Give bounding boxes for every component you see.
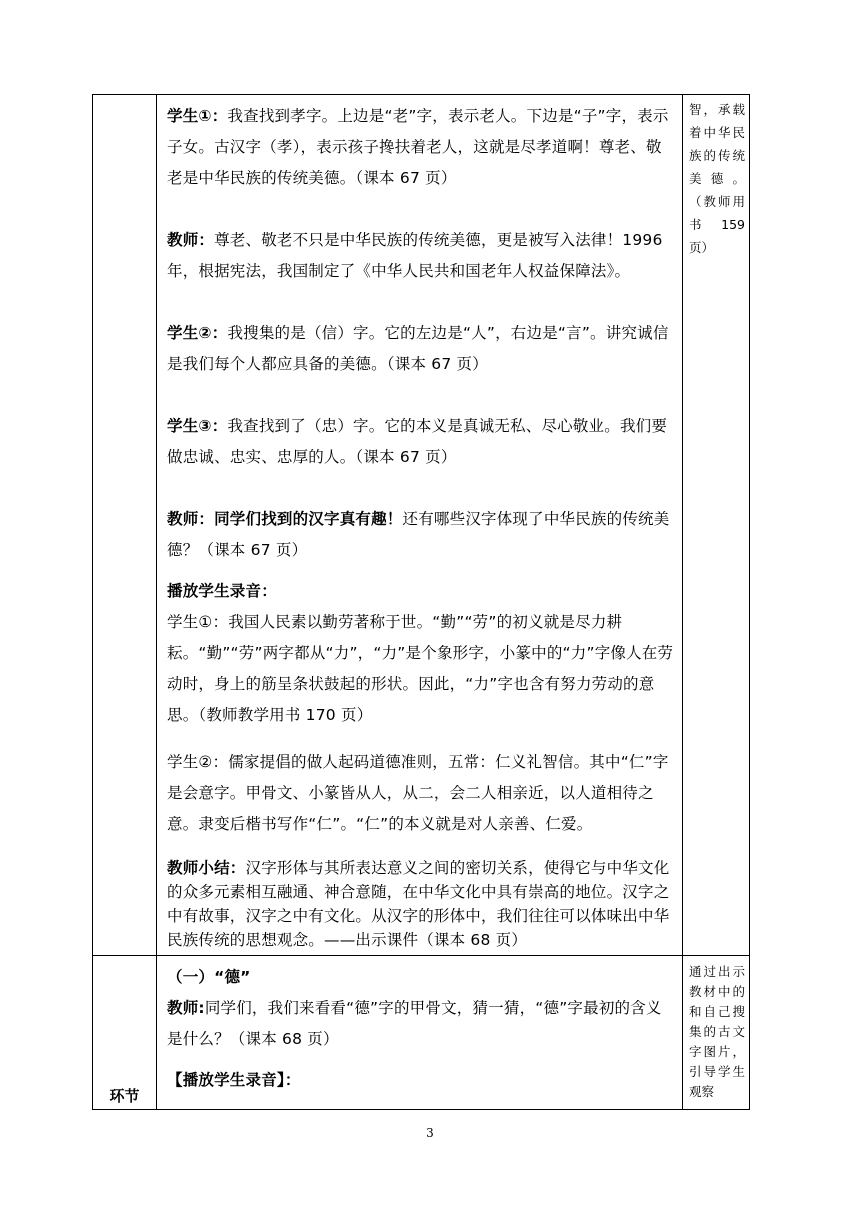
paragraph-text: 我搜集的是（信）字。它的左边是“人”，右边是“言”。讲究诚信是我们每个人都应具备的美德。（课本 67 页） <box>167 324 669 373</box>
teacher-question-paragraph <box>167 993 674 1055</box>
content-cell <box>157 95 683 956</box>
content-cell <box>157 956 683 1110</box>
play-recording-heading: 【播放学生录音】： <box>167 1071 301 1089</box>
teacher-1-paragraph <box>167 225 674 287</box>
recording-2-paragraph: 学生②：儒家提倡的做人起码道德准则，五常：仁义礼智信。其中“仁”字是会意字。甲骨文、小篆皆从人，从二，会二人相亲近，以人道相待之意。隶变后楷书写作“仁”。“仁”的本义就是对人亲善、仁爱。 <box>167 753 669 833</box>
section-heading: （一）“德” <box>167 968 251 986</box>
student-2-paragraph <box>167 318 674 380</box>
paragraph-text: 还有哪些汉字体现了中华民族的传统美德？（课本 67 页） <box>167 510 670 559</box>
stage-label-cell-empty <box>93 95 157 956</box>
student-3-paragraph <box>167 411 674 473</box>
paragraph-text: 我查找到了（忠）字。它的本义是真诚无私、尽心敬业。我们要做忠诚、忠实、忠厚的人。（课本 67 页） <box>167 417 668 466</box>
design-intent-note: 智，承载着中华民族的传统美德。（教师用书 159 页） <box>689 102 745 255</box>
paragraph-text: 同学们，我们来看看“德”字的甲骨文，猜一猜，“德”字最初的含义是什么？（课本 68 页） <box>167 999 662 1048</box>
stage-label: 环节 <box>109 1087 140 1105</box>
design-intent-note: 通过出示教材中的和自己搜集的古文字图片，引导学生观察 <box>689 964 745 1099</box>
notes-cell <box>683 95 750 956</box>
table-row <box>93 95 750 956</box>
paragraph-text: 汉字形体与其所表达意义之间的密切关系，使得它与中华文化的众多元素相互融通、神合意随，在中华文化中具有崇高的地位。汉字之中有故事，汉字之中有文化。从汉字的形体中，我们往往可以体味出中华民族传统的思想观念。——出示课件（课本 68 页） <box>167 859 670 949</box>
notes-cell <box>683 956 750 1110</box>
paragraph-text: 我查找到孝字。上边是“老”字，表示老人。下边是“子”字，表示子女。古汉字（孝），表示孩子搀扶着老人，这就是尽孝道啊！尊老、敬老是中华民族的传统美德。（课本 67 页） <box>167 107 669 187</box>
teacher-2-paragraph <box>167 504 674 566</box>
stage-label-cell <box>93 956 157 1110</box>
speaker-label: 教师：同学们找到的汉字真有趣！ <box>167 510 403 528</box>
speaker-label: 教师小结： <box>167 859 246 877</box>
play-recording-heading: 播放学生录音： <box>167 582 277 600</box>
student-1-paragraph <box>167 101 674 194</box>
paragraph-text: 尊老、敬老不只是中华民族的传统美德，更是被写入法律！1996年，根据宪法，我国制定了《中华人民共和国老年人权益保障法》。 <box>167 231 663 280</box>
recording-1-paragraph: 学生①：我国人民素以勤劳著称于世。“勤”“劳”的初义就是尽力耕耘。“勤”“劳”两字都从“力”，“力”是个象形字，小篆中的“力”字像人在劳动时，身上的筋呈条状鼓起的形状。因此，“力”字也含有努力劳动的意思。（教师教学用书 170 页） <box>167 613 674 724</box>
speaker-label: 学生①： <box>167 107 228 125</box>
page-number: 3 <box>426 1126 434 1140</box>
speaker-label: 学生③： <box>167 417 228 435</box>
table-row <box>93 956 750 1110</box>
speaker-label: 学生②： <box>167 324 228 342</box>
teacher-summary-paragraph <box>167 856 674 952</box>
lesson-plan-table <box>92 94 750 1110</box>
speaker-label: 教师: <box>167 999 205 1017</box>
speaker-label: 教师： <box>167 231 215 249</box>
